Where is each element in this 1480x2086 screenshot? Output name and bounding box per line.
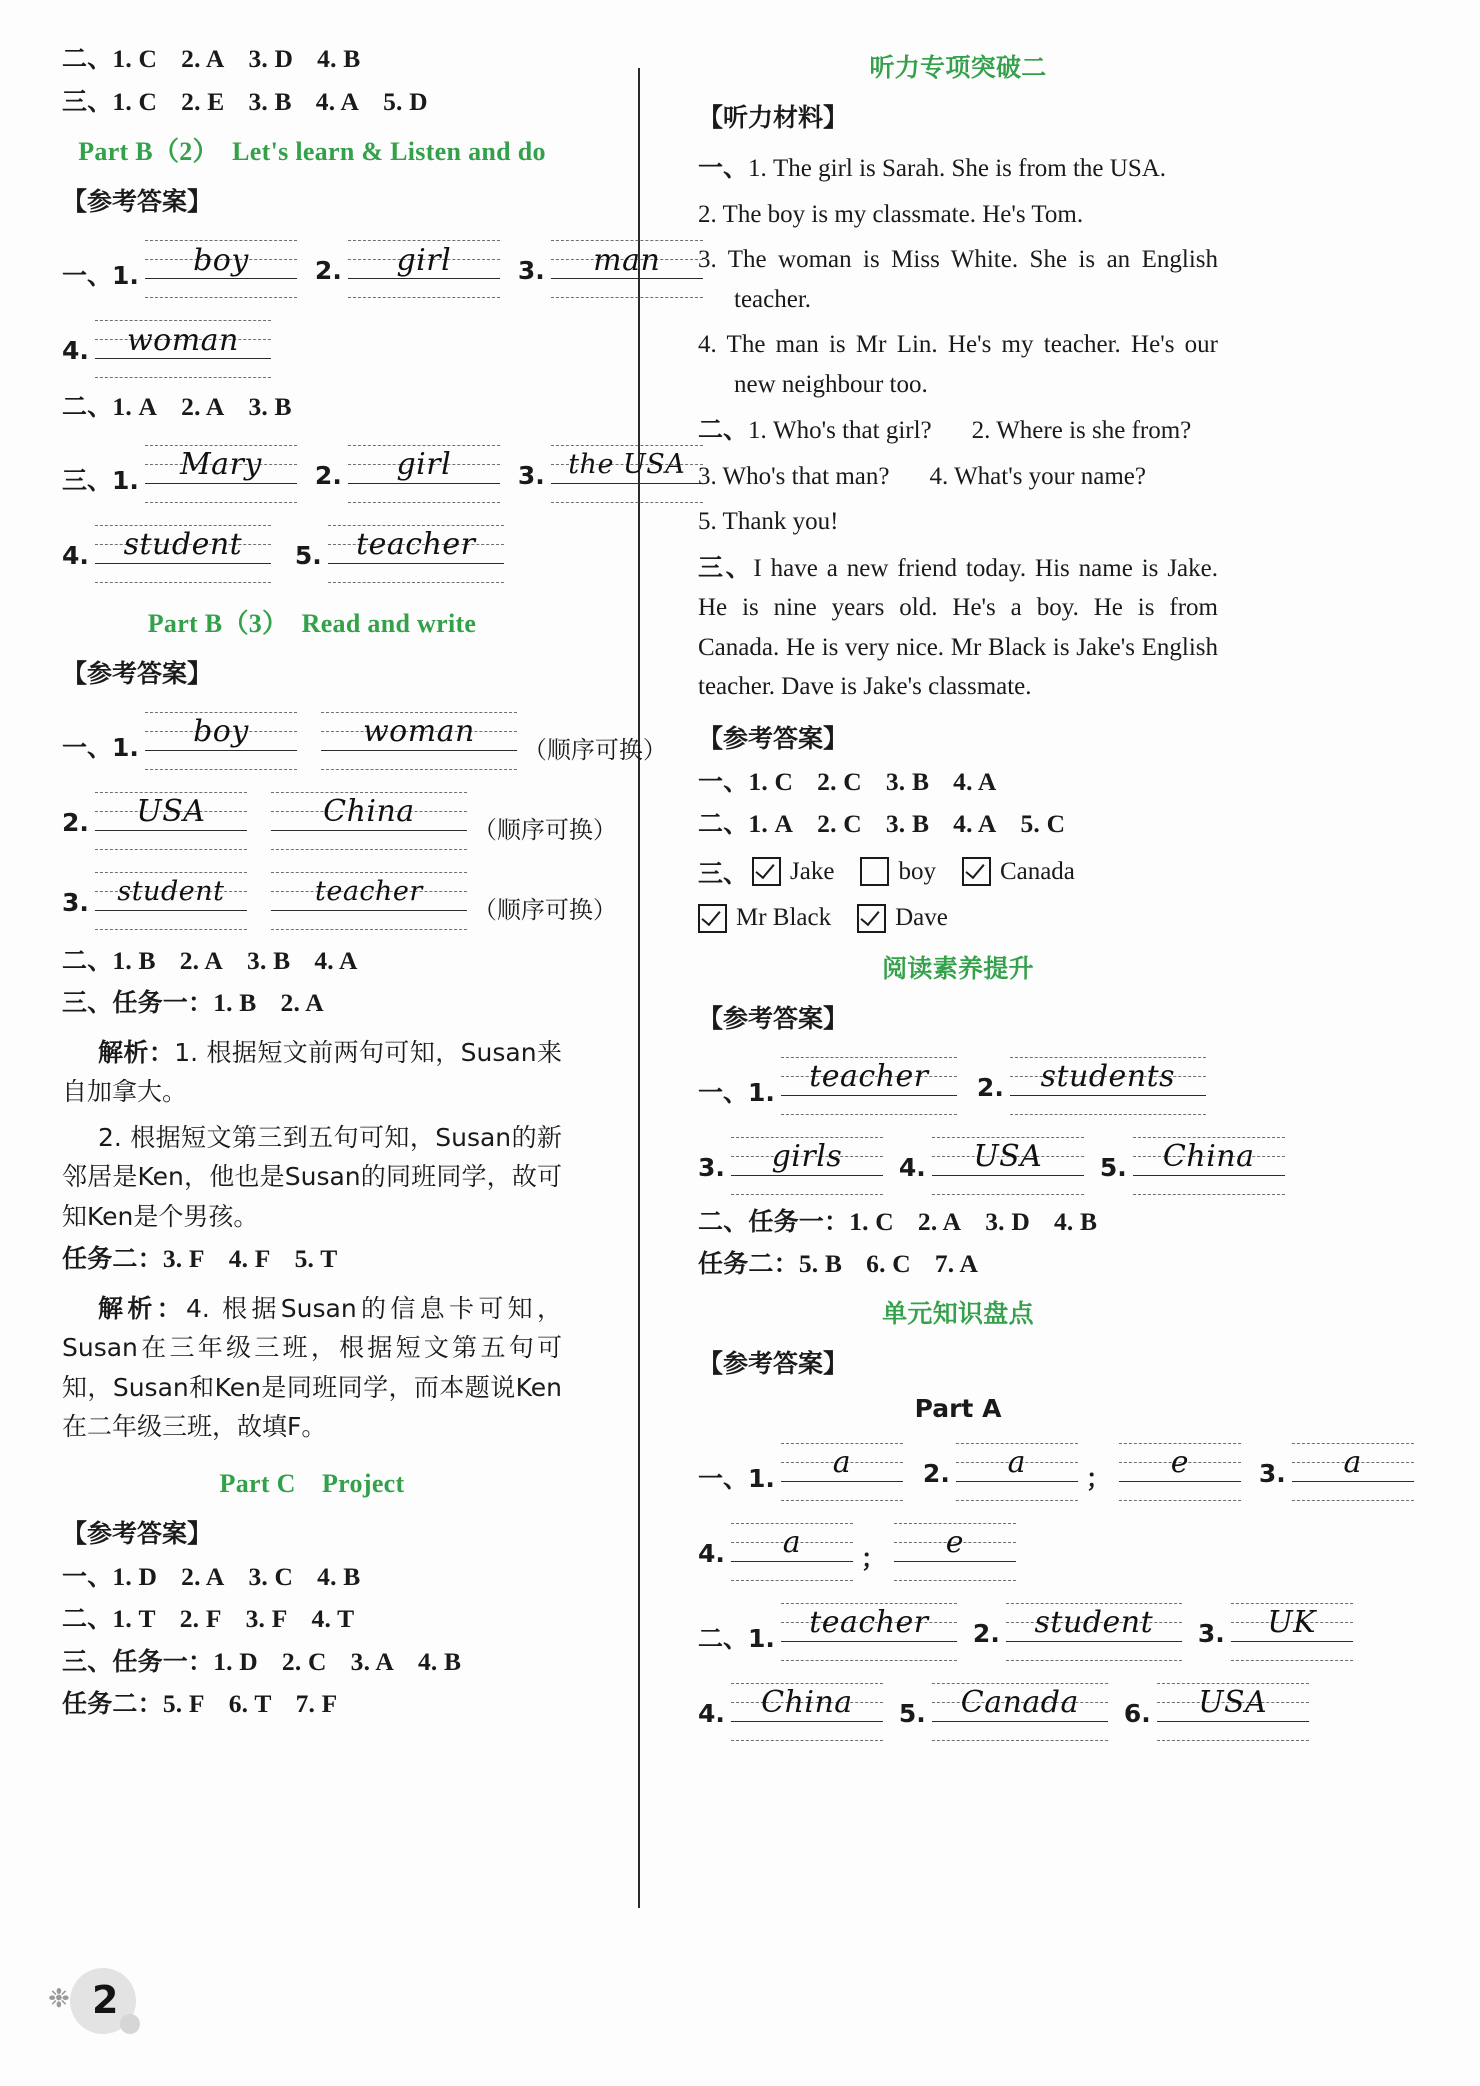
- partb2-q2-line: [62, 394, 562, 420]
- blank-answer-text: girls: [771, 1139, 843, 1174]
- checkbox-canada[interactable]: [962, 857, 991, 886]
- handwriting-blank: [781, 1595, 957, 1665]
- answer-item: 1. A: [748, 809, 794, 838]
- analysis-text: 1. 根据短文前两句可知，Susan来自加拿大。: [62, 1037, 562, 1106]
- listening-sentence: 5. Thank you!: [698, 508, 839, 535]
- answer-line-er-top: [62, 46, 562, 72]
- handwriting-blank: [145, 232, 297, 302]
- list-marker: 三、: [698, 552, 754, 582]
- answer-item: 4. A: [953, 809, 997, 838]
- handwriting-blank: [348, 232, 500, 302]
- list-marker: 3.: [517, 256, 545, 285]
- listening-sentence: 4. What's your name?: [929, 462, 1146, 490]
- listening-sentence: 2. Where is she from?: [971, 417, 1192, 444]
- answer-item: 2. C: [817, 809, 862, 838]
- listening-sentence: 3. The woman is Miss White. She is an English teacher.: [698, 246, 1218, 313]
- list-marker: 2.: [976, 1072, 1004, 1102]
- handwriting-blank: [1133, 1129, 1285, 1199]
- list-marker: 3.: [1197, 1618, 1225, 1648]
- listening-s2-line2: [698, 457, 1218, 497]
- answer-item: 2. A: [280, 988, 324, 1017]
- handwriting-blank: [932, 1129, 1084, 1199]
- two-column-body: [62, 46, 1422, 1946]
- list-marker: 三、1.: [62, 465, 139, 495]
- answer-item: 4. B: [1053, 1206, 1098, 1236]
- answer-item: 5. T: [294, 1244, 338, 1273]
- blank-answer-text: a: [782, 1525, 802, 1560]
- list-marker: 2.: [972, 1618, 1000, 1648]
- partc-q3-line: [62, 1646, 562, 1676]
- partc-q4-line: [62, 1691, 562, 1717]
- answer-item: 1. B: [213, 988, 257, 1017]
- handwriting-blank: [271, 864, 467, 934]
- handwriting-blank: [95, 784, 247, 854]
- handwriting-blank: [1119, 1435, 1241, 1505]
- reference-answer-label: 【参考答案】: [62, 187, 213, 216]
- listening-a3-row1: [698, 854, 1218, 890]
- answer-line-san-top: [62, 86, 562, 116]
- answer-item: 3. B: [247, 945, 291, 975]
- partc-q1-line: [62, 1561, 562, 1591]
- handwriting-blank: [1006, 1595, 1182, 1665]
- handwriting-blank: [271, 784, 467, 854]
- answer-item: 4. B: [317, 1561, 361, 1591]
- list-marker: 2.: [314, 460, 342, 490]
- list-marker: 6.: [1123, 1698, 1151, 1728]
- analysis-text: 2. 根据短文第三到五句可知，Susan的新邻居是Ken，他也是Susan的同班同学，故可知Ken是个男孩。: [62, 1122, 562, 1231]
- listening-sentence: 4. The man is Mr Lin. He's my teacher. He's our new neighbour too.: [698, 331, 1218, 398]
- leaf-icon: ❉: [48, 1984, 70, 2013]
- list-marker: 5.: [294, 540, 322, 570]
- answer-item: 4. T: [311, 1604, 355, 1633]
- analysis-text: 4. 根据Susan的信息卡可知，Susan在三年级三班，根据短文第五句可知，Susan和Ken是同班同学，而本题说Ken在二年级三班，故填F。: [62, 1293, 562, 1441]
- section-heading-unit: 单元知识盘点: [882, 1298, 1034, 1328]
- handwriting-blank: [145, 437, 297, 507]
- order-note: （顺序可换）: [472, 815, 617, 844]
- handwriting-blank: [1292, 1435, 1414, 1505]
- listening-sentence: 1. Who's that girl?: [748, 417, 932, 444]
- section-heading-part-c: Part C Project: [219, 1468, 405, 1498]
- list-marker: 一、1.: [62, 732, 139, 762]
- list-marker: 任务二：: [62, 1244, 163, 1273]
- list-marker: 5.: [1099, 1152, 1127, 1182]
- unit-q2-row1: [698, 1595, 1317, 1665]
- blank-answer-text: teacher: [314, 876, 423, 907]
- section-heading-listening: 听力专项突破二: [869, 53, 1047, 82]
- blank-answer-text: boy: [193, 714, 249, 749]
- answer-item: 2. A: [181, 1561, 225, 1591]
- listening-a1-line: [698, 766, 1218, 796]
- listening-sentence: 1. The girl is Sarah. She is from the USA.: [748, 155, 1167, 182]
- blank-answer-text: Mary: [179, 447, 262, 482]
- unit-q1-row1: [698, 1435, 1362, 1505]
- part-a-label: Part A: [914, 1393, 1002, 1423]
- answer-item: 2. C: [281, 1646, 327, 1676]
- listening-s2-line1: [698, 410, 1218, 451]
- answer-item: 2. A: [181, 392, 225, 421]
- answer-item: 3. C: [248, 1561, 294, 1591]
- answer-item: 3. D: [248, 44, 294, 73]
- section-heading-part-b3: Part B（3） Read and write: [147, 608, 477, 638]
- blank-answer-text: China: [1162, 1139, 1255, 1174]
- list-marker: 二、: [698, 809, 749, 838]
- answer-item: 5. D: [383, 86, 428, 116]
- answer-item: 5. F: [162, 1689, 205, 1718]
- answer-item: 5. C: [1020, 809, 1066, 838]
- blank-answer-text: e: [1170, 1445, 1189, 1480]
- partb2-q1-row2: [62, 312, 562, 382]
- list-marker: 3.: [62, 887, 89, 917]
- blank-answer-text: girl: [396, 447, 452, 482]
- handwriting-blank: [321, 704, 517, 774]
- list-marker: 三、: [698, 858, 749, 888]
- blank-answer-text: UK: [1267, 1605, 1317, 1640]
- handwriting-blank: [551, 232, 703, 302]
- answer-item: 4. A: [315, 86, 360, 116]
- separator: ；: [1085, 1463, 1111, 1493]
- handwriting-blank: [348, 437, 500, 507]
- reference-answer-label: 【参考答案】: [62, 658, 213, 688]
- handwriting-blank: [781, 1435, 903, 1505]
- analysis-label: 解析：: [98, 1037, 175, 1067]
- answer-item: 4. F: [228, 1244, 271, 1273]
- handwriting-blank: [95, 312, 271, 382]
- partb3-q1-row3: [62, 864, 617, 934]
- partb3-task2-line: [62, 1246, 562, 1272]
- blank-answer-text: students: [1040, 1059, 1176, 1094]
- listening-a3-row2: [698, 904, 1218, 933]
- answer-item: 3. F: [162, 1244, 205, 1273]
- answer-item: 1. A: [112, 392, 158, 421]
- answer-item: 1. C: [748, 766, 794, 796]
- reading-q3-line: [698, 1251, 1218, 1277]
- partc-q2-line: [62, 1606, 562, 1632]
- reference-answer-label: 【参考答案】: [698, 1348, 849, 1378]
- partb3-q1-row2: [62, 784, 617, 854]
- list-marker: 4.: [62, 336, 89, 365]
- handwriting-blank: [932, 1675, 1108, 1745]
- checkbox-jake[interactable]: [752, 857, 781, 886]
- listening-sentence: 2. The boy is my classmate. He's Tom.: [698, 200, 1084, 228]
- handwriting-blank: [145, 704, 297, 774]
- answer-item: 5. B: [798, 1249, 843, 1278]
- listening-a2-line: [698, 811, 1218, 837]
- list-marker: 4.: [62, 540, 89, 570]
- checkbox-boy[interactable]: [860, 857, 889, 886]
- blank-answer-text: a: [1007, 1445, 1027, 1480]
- answer-item: 3. D: [985, 1206, 1030, 1236]
- reading-q2-line: [698, 1206, 1218, 1236]
- unit-q2-row2: [698, 1675, 1268, 1745]
- listening-s1-1: [698, 148, 1218, 189]
- list-marker: 二、: [62, 1604, 113, 1633]
- reference-answer-label: 【参考答案】: [698, 1003, 849, 1033]
- blank-answer-text: man: [593, 242, 661, 278]
- answer-item: 2. F: [179, 1604, 222, 1633]
- section-heading-part-b2: Part B（2） Let's learn & Listen and do: [78, 137, 546, 166]
- left-column: [62, 44, 686, 1946]
- answer-item: 2. E: [181, 86, 225, 116]
- blank-answer-text: USA: [1198, 1685, 1268, 1720]
- handwriting-blank: [1157, 1675, 1309, 1745]
- handwriting-blank: [731, 1515, 853, 1585]
- analysis-paragraph-2: [62, 1118, 562, 1237]
- blank-answer-text: USA: [973, 1139, 1043, 1174]
- list-marker: 3.: [517, 460, 545, 490]
- list-marker: 2.: [314, 256, 342, 285]
- list-marker: 任务二：: [62, 1689, 163, 1718]
- answer-item: 1. C: [849, 1206, 894, 1236]
- partb2-q3-row2: [62, 517, 562, 587]
- blank-answer-text: e: [945, 1525, 965, 1560]
- page-number-blob-small: [120, 2014, 140, 2034]
- handwriting-blank: [731, 1675, 883, 1745]
- list-marker: 任务二：: [698, 1249, 799, 1278]
- blank-answer-text: teacher: [809, 1605, 929, 1640]
- blank-answer-text: teacher: [809, 1059, 929, 1094]
- listening-s1-3: [698, 240, 1218, 319]
- checkbox-label: Canada: [999, 857, 1075, 885]
- answer-item: 4. A: [953, 766, 997, 796]
- answer-item: 1. D: [213, 1646, 258, 1676]
- answer-item: 3. A: [350, 1646, 394, 1676]
- list-marker: 5.: [898, 1698, 926, 1728]
- blank-answer-text: China: [323, 794, 415, 829]
- handwriting-blank: [956, 1435, 1078, 1505]
- answer-item: 4. A: [314, 945, 358, 975]
- answer-item: 2. A: [179, 945, 224, 975]
- blank-answer-text: woman: [126, 322, 239, 358]
- list-marker: 一、: [698, 766, 749, 796]
- list-marker: 一、1.: [698, 1463, 775, 1493]
- handwriting-blank: [328, 517, 504, 587]
- answer-item: 2. A: [181, 44, 225, 73]
- handwriting-blank: [1231, 1595, 1353, 1665]
- blank-answer-text: teacher: [356, 527, 476, 562]
- page-footer: [48, 1962, 252, 2052]
- answer-item: 1. B: [112, 945, 156, 975]
- listening-material-label: 【听力材料】: [698, 103, 849, 132]
- checkbox-label: Mr Black: [736, 904, 832, 931]
- answer-item: 2. C: [817, 766, 862, 796]
- list-marker: 4.: [698, 1538, 725, 1568]
- right-column: [698, 46, 1362, 1946]
- list-marker: 二、: [62, 44, 113, 73]
- blank-answer-text: girl: [396, 242, 452, 278]
- reference-answer-label: 【参考答案】: [62, 1518, 213, 1548]
- list-marker: 一、: [62, 1561, 113, 1591]
- list-marker: 三、: [62, 86, 113, 116]
- list-marker: 2.: [922, 1458, 950, 1488]
- list-marker: 二、: [62, 945, 113, 975]
- answer-item: 2. A: [917, 1206, 962, 1236]
- answer-item: 4. B: [317, 44, 361, 73]
- blank-answer-text: student: [1034, 1605, 1154, 1640]
- answer-item: 6. T: [228, 1689, 272, 1718]
- list-marker: 2.: [62, 807, 89, 837]
- answer-item: 3. B: [885, 766, 930, 796]
- order-note: （顺序可换）: [472, 895, 617, 924]
- partb2-q1-row1: [62, 232, 661, 302]
- partb2-q3-row1: [62, 437, 686, 507]
- partb3-q2-line: [62, 945, 562, 975]
- listening-s2-line3: [698, 502, 1218, 542]
- listening-sentence: 3. Who's that man?: [698, 462, 890, 490]
- page-number: 2: [92, 1978, 119, 2022]
- blank-answer-text: China: [761, 1685, 853, 1720]
- column-divider: [638, 68, 640, 1908]
- listening-s3: [698, 548, 1218, 707]
- checkbox-mr-black[interactable]: [698, 904, 727, 933]
- handwriting-blank: [1010, 1049, 1206, 1119]
- reading-q1-row2: [698, 1129, 1255, 1199]
- handwriting-blank: [781, 1049, 957, 1119]
- answer-item: 3. B: [885, 809, 930, 838]
- partb3-q3-line: [62, 990, 562, 1016]
- list-marker: 二、: [62, 392, 113, 421]
- answer-item: 1. D: [112, 1561, 158, 1591]
- answer-item: 3. B: [248, 86, 292, 116]
- list-marker: 二、任务一：: [698, 1206, 850, 1236]
- list-marker: 二、1.: [698, 1623, 775, 1653]
- blank-answer-text: student: [123, 527, 243, 562]
- blank-answer-text: woman: [362, 714, 475, 749]
- partb3-q1-row1: [62, 704, 667, 774]
- list-marker: 4.: [698, 1698, 725, 1728]
- separator: ；: [860, 1543, 886, 1573]
- blank-answer-text: student: [117, 876, 225, 907]
- order-note: （顺序可换）: [522, 735, 667, 764]
- answer-item: 1. C: [112, 86, 158, 116]
- blank-answer-text: boy: [193, 242, 249, 278]
- answer-item: 4. B: [417, 1646, 462, 1676]
- handwriting-blank: [95, 864, 247, 934]
- answer-item: 1. T: [112, 1604, 156, 1633]
- unit-q1-row2: [698, 1515, 1218, 1585]
- blank-answer-text: USA: [136, 794, 206, 829]
- checkbox-label: boy: [898, 857, 936, 885]
- answer-item: 3. F: [245, 1604, 288, 1633]
- section-heading-reading: 阅读素养提升: [882, 953, 1034, 983]
- handwriting-blank: [731, 1129, 883, 1199]
- blank-answer-text: a: [1343, 1445, 1362, 1480]
- answer-item: 3. B: [248, 392, 292, 421]
- answer-item: 6. C: [866, 1249, 911, 1278]
- listening-passage: I have a new friend today. His name is Jake. He is nine years old. He's a boy. He is from Canada. He is very nice. Mr Black is Jake's English teacher. Dave is Jake's classmate.: [698, 554, 1218, 700]
- list-marker: 4.: [898, 1152, 926, 1182]
- reading-q1-row1: [698, 1049, 1218, 1119]
- list-marker: 二、: [698, 415, 749, 444]
- list-marker: 三、任务一：: [62, 1646, 214, 1676]
- answer-item: 1. C: [112, 44, 158, 73]
- reference-answer-label: 【参考答案】: [698, 723, 849, 753]
- blank-answer-text: Canada: [960, 1685, 1079, 1720]
- handwriting-blank: [551, 437, 703, 507]
- blank-answer-text: the USA: [568, 449, 686, 480]
- checkbox-label: Dave: [895, 904, 948, 931]
- listening-s1-4: [698, 325, 1218, 404]
- list-marker: 一、1.: [698, 1077, 775, 1107]
- list-marker: 一、1.: [62, 261, 139, 290]
- list-marker: 3.: [698, 1152, 725, 1182]
- listening-s1-2: [698, 195, 1218, 235]
- analysis-paragraph-1: [62, 1033, 562, 1112]
- handwriting-blank: [95, 517, 271, 587]
- answer-item: 7. F: [295, 1689, 338, 1718]
- list-marker: 一、: [698, 153, 749, 182]
- checkbox-label: Jake: [790, 857, 835, 885]
- list-marker: 3.: [1258, 1458, 1286, 1488]
- list-marker: 三、任务一：: [62, 988, 214, 1017]
- checkbox-dave[interactable]: [857, 904, 886, 933]
- handwriting-blank: [894, 1515, 1016, 1585]
- analysis-label: 解析：: [98, 1293, 186, 1323]
- blank-answer-text: a: [832, 1445, 852, 1480]
- analysis-paragraph-4: [62, 1289, 562, 1447]
- answer-item: 7. A: [934, 1249, 979, 1278]
